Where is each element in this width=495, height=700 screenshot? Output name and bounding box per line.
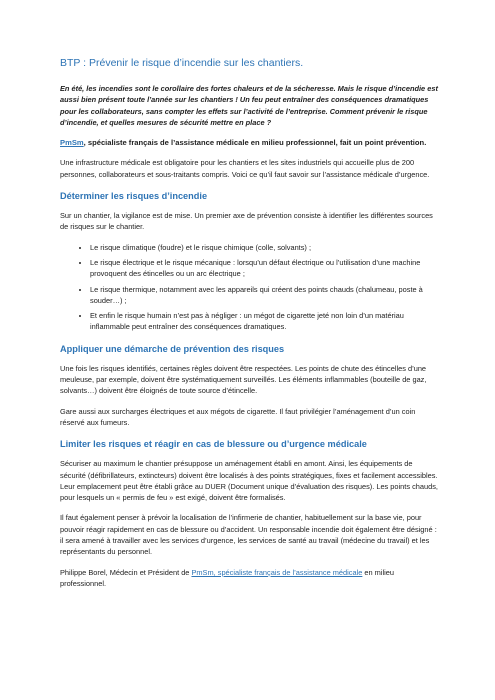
heading-limiter-risques: Limiter les risques et réagir en cas de blessure ou d’urgence médicale [60,439,367,450]
paragraph-regles: Une fois les risques identifiés, certaines règles doivent être respectées. Les points de chute des étincelles d’une meuleuse, par exemple, doivent être systématiquement surveillés. Les éléments inflammables (bouteille de gaz, solvants…) doivent être éloignés de toute source d’étincelle. [60,363,427,396]
pmsm-signature-link[interactable]: PmSm, spécialiste français de l’assistance médicale [191,567,363,577]
pmsm-link[interactable]: PmSm [60,138,84,148]
list-item: • Le risque thermique, notamment avec les appareils qui créent des points chauds (chalumeau, poste à souder…) ; [90,284,438,307]
paragraph-surcharges: Gare aussi aux surcharges électriques et aux mégots de cigarette. Il faut privilégier l’aménagement d’un coin réservé aux fumeurs. [60,406,416,427]
list-item: • Le risque électrique et le risque mécanique : lorsqu’un défaut électrique ou l’utilisation d’une machine provoquent des étincelles ou un arc électrique ; [90,257,438,280]
list-item: • Et enfin le risque humain n’est pas à négliger : un mégot de cigarette jeté non loin d’un matériau inflammable peut entraîner des conséquences dramatiques. [90,310,438,333]
risk-list [60,242,438,333]
signature [60,567,438,590]
paragraph-securiser: Sécuriser au maximum le chantier présuppose un aménagement établi en amont. Ainsi, les équipements de sécurité (défibrillateurs, extincteurs) doivent être localisés à des points stratégiques, fixes et facilement accessibles. Leur emplacement peut être établi grâce au DUER (Document unique d’évaluation des risques). Les points chauds, pour lesquels un « permis de feu » est exigé, doivent être formalisés. [60,459,438,503]
signature-prefix: Philippe Borel, Médecin et Président de [60,567,192,577]
list-item: • Le risque climatique (foudre) et le risque chimique (colle, solvants) ; [90,242,438,253]
document-content [60,57,438,598]
lead-text: , spécialiste français de l’assistance médicale en milieu professionnel, fait un point prévention. [83,138,427,148]
intro-paragraph: En été, les incendies sont le corollaire des fortes chaleurs et de la sécheresse. Mais le risque d’incendie est aussi bien présent toute l’année sur les chantiers ! Un feu peut entraîner des conséquences dramatiques pour les collaborateurs, sans compter les effets sur l’activité de l’entreprise. Comment prévenir le risque d’incendie, et quelles mesures de sécurité mettre en place ? [60,84,438,127]
page-title: BTP : Prévenir le risque d’incendie sur les chantiers. [60,57,304,69]
heading-demarche-prevention: Appliquer une démarche de prévention des risques [60,343,285,354]
paragraph-vigilance: Sur un chantier, la vigilance est de mise. Un premier axe de prévention consiste à identifier les différentes sources de risques sur le chantier. [60,211,433,232]
paragraph-infrastructure: Une infrastructure médicale est obligatoire pour les chantiers et les sites industriels qui accueille plus de 200 personnes, collaborateurs et sous-traitants compris. Voici ce qu’il faut savoir sur l’assistance médicale d’urgence. [60,158,430,179]
paragraph-infirmerie: Il faut également penser à prévoir la localisation de l’infirmerie de chantier, habituellement sur la base vie, pour pouvoir réagir rapidement en cas de blessure ou d’accident. Un responsable incendie doit également être désigné : il sera amené à travailler avec les services d’urgence, les services de santé au travail (médecine du travail) et les représentants du personnel. [60,513,437,557]
signature-suffix: en milieu professionnel. [60,567,394,588]
lead-paragraph [60,137,438,148]
heading-determiner-risques: Déterminer les risques d’incendie [60,191,208,202]
